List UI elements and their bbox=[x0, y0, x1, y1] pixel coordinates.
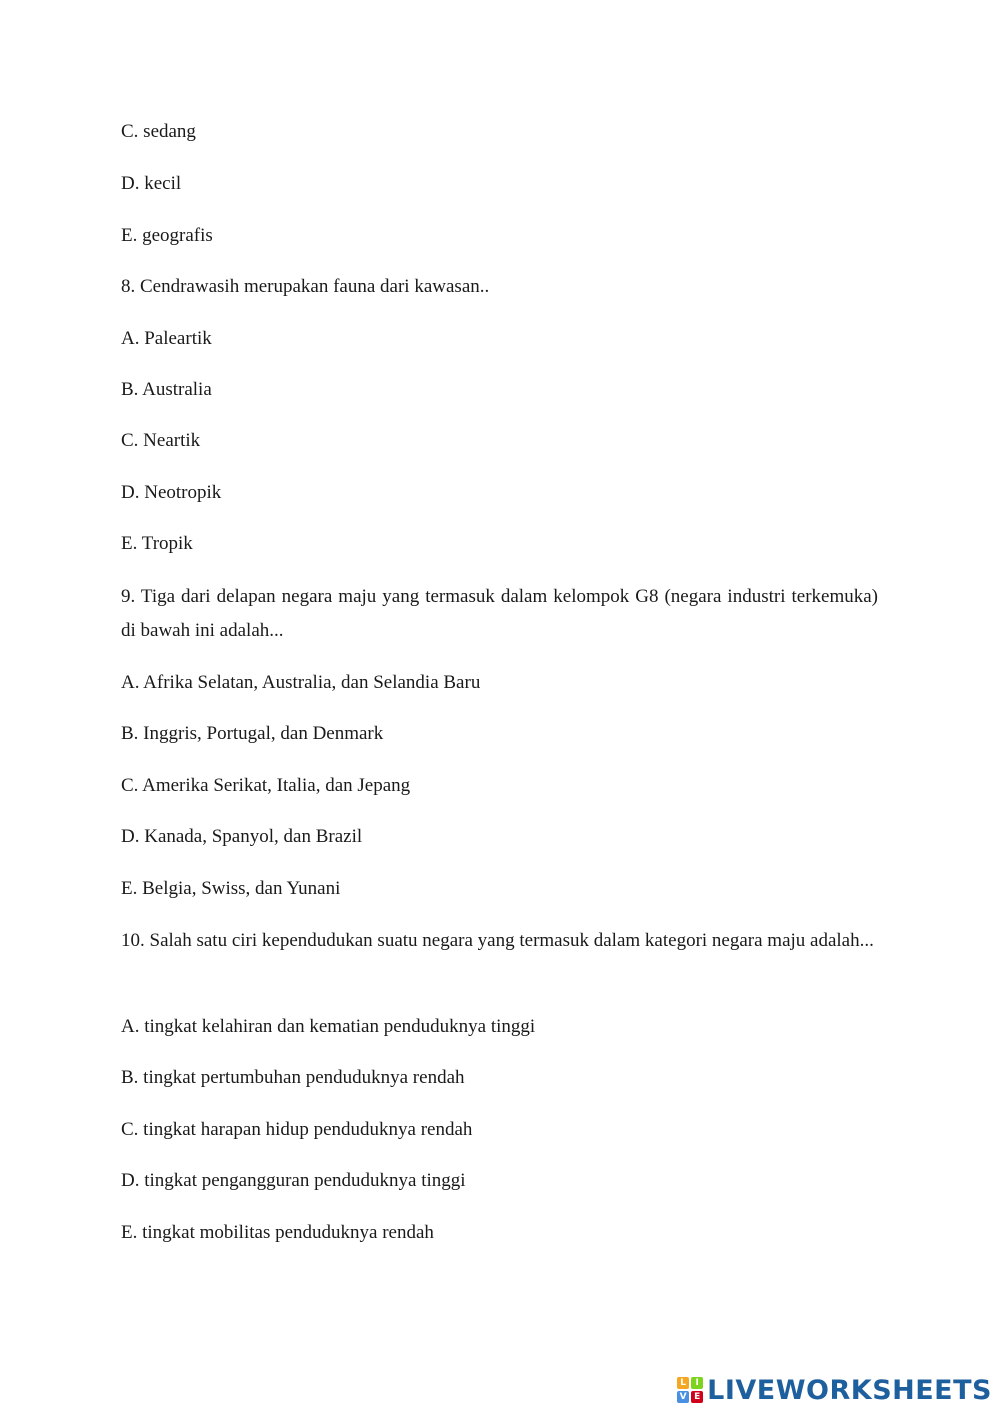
liveworksheets-logo-icon bbox=[677, 1377, 703, 1403]
q9-option-a: A. Afrika Selatan, Australia, dan Selandia Baru bbox=[121, 672, 481, 693]
q9-option-b: B. Inggris, Portugal, dan Denmark bbox=[121, 723, 384, 744]
q9-question: 9. Tiga dari delapan negara maju yang termasuk dalam kelompok G8 (negara industri terkemuka) di bawah ini adalah... bbox=[121, 586, 878, 641]
q10-option-e: E. tingkat mobilitas penduduknya rendah bbox=[121, 1222, 434, 1243]
q10-option-a: A. tingkat kelahiran dan kematian penduduknya tinggi bbox=[121, 1016, 536, 1037]
q8-option-b: B. Australia bbox=[121, 379, 212, 400]
q10-question: 10. Salah satu ciri kependudukan suatu negara yang termasuk dalam kategori negara maju adalah... bbox=[121, 930, 874, 951]
logo-letter-l: L bbox=[677, 1377, 689, 1389]
liveworksheets-wordmark: LIVEWORKSHEETS bbox=[707, 1374, 992, 1406]
q8-option-c: C. Neartik bbox=[121, 430, 201, 451]
q9-option-e: E. Belgia, Swiss, dan Yunani bbox=[121, 878, 341, 899]
q8-option-e: E. Tropik bbox=[121, 533, 193, 554]
q9-option-d: D. Kanada, Spanyol, dan Brazil bbox=[121, 826, 363, 847]
q9-option-c: C. Amerika Serikat, Italia, dan Jepang bbox=[121, 775, 411, 796]
q10-option-d: D. tingkat pengangguran penduduknya tinggi bbox=[121, 1170, 466, 1191]
q10-option-b: B. tingkat pertumbuhan penduduknya rendah bbox=[121, 1067, 465, 1088]
logo-letter-i: I bbox=[691, 1377, 703, 1389]
q10-option-c: C. tingkat harapan hidup penduduknya rendah bbox=[121, 1119, 473, 1140]
logo-letter-e: E bbox=[691, 1391, 703, 1403]
q8-option-a: A. Paleartik bbox=[121, 328, 212, 349]
q7-option-c: C. sedang bbox=[121, 121, 196, 142]
logo-letter-v: V bbox=[677, 1391, 689, 1403]
liveworksheets-watermark bbox=[677, 1373, 992, 1407]
q7-option-d: D. kecil bbox=[121, 173, 182, 194]
q8-question: 8. Cendrawasih merupakan fauna dari kawasan.. bbox=[121, 276, 490, 297]
q8-option-d: D. Neotropik bbox=[121, 482, 222, 503]
q7-option-e: E. geografis bbox=[121, 225, 213, 246]
